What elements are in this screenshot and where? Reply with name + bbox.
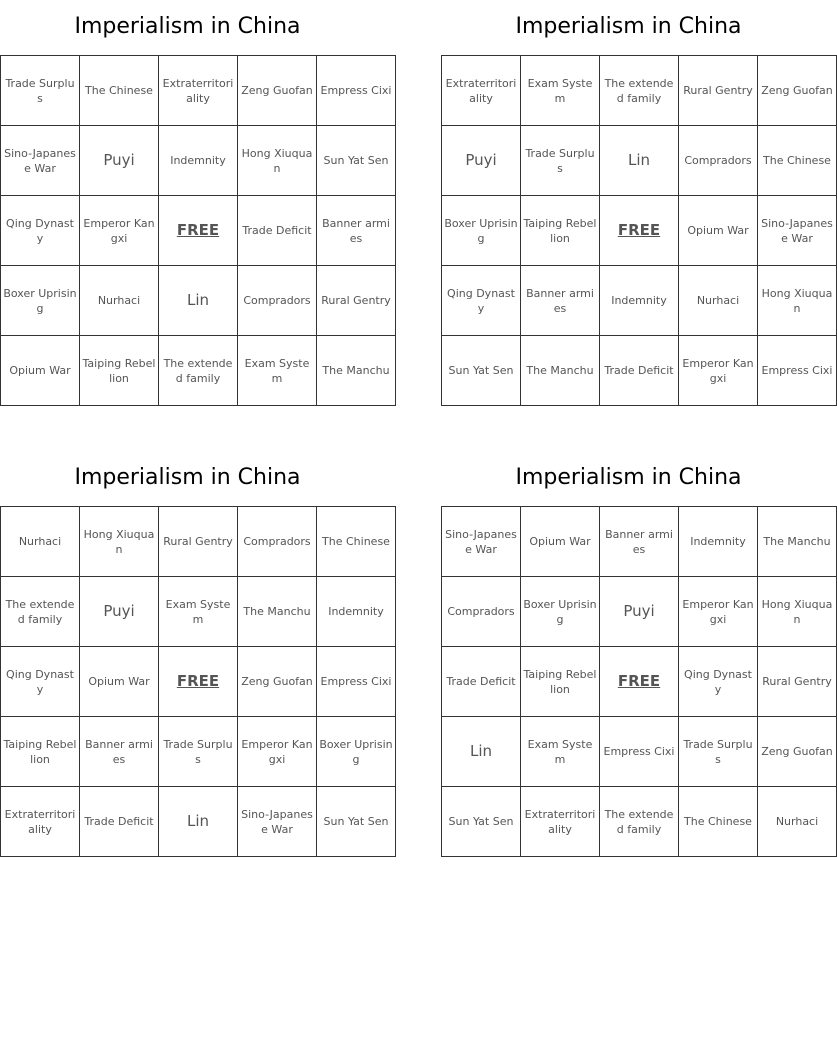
grid-cell: Banner armies	[80, 717, 159, 787]
grid-cell: Trade Deficit	[238, 196, 317, 266]
grid-cell: Boxer Uprising	[442, 196, 521, 266]
grid-cell: Extraterritoriality	[442, 56, 521, 126]
grid-cell: The extended family	[159, 336, 238, 406]
card-title	[0, 0, 375, 55]
bingo-card-2	[441, 0, 833, 406]
grid-cell: Taiping Rebellion	[521, 647, 600, 717]
grid-cell: Compradors	[442, 577, 521, 647]
grid-cell: Sino-Japanese War	[442, 507, 521, 577]
grid-cell: Nurhaci	[1, 507, 80, 577]
free-space: FREE	[159, 196, 238, 266]
grid-cell: Extraterritoriality	[159, 56, 238, 126]
grid-cell: Zeng Guofan	[758, 717, 837, 787]
grid-cell: Indemnity	[317, 577, 396, 647]
grid-cell: Qing Dynasty	[1, 196, 80, 266]
grid-row	[442, 507, 837, 577]
grid-cell: Rural Gentry	[317, 266, 396, 336]
grid-row	[1, 577, 396, 647]
bingo-card-4	[441, 451, 833, 857]
grid-cell: Sino-Japanese War	[238, 787, 317, 857]
grid-cell: Sun Yat Sen	[317, 787, 396, 857]
grid-cell: Extraterritoriality	[521, 787, 600, 857]
grid-cell: Lin	[159, 266, 238, 336]
free-space: FREE	[600, 647, 679, 717]
grid-cell: Hong Xiuquan	[758, 577, 837, 647]
grid-cell: Opium War	[80, 647, 159, 717]
grid-cell: Zeng Guofan	[758, 56, 837, 126]
grid-cell: The Chinese	[317, 507, 396, 577]
grid-cell: Sun Yat Sen	[442, 336, 521, 406]
grid-row	[442, 647, 837, 717]
grid-row	[1, 336, 396, 406]
grid-cell: Rural Gentry	[159, 507, 238, 577]
card-title	[441, 0, 816, 55]
grid-cell: Empress Cixi	[317, 647, 396, 717]
grid-row	[442, 577, 837, 647]
grid-row	[442, 717, 837, 787]
grid-cell: Nurhaci	[679, 266, 758, 336]
grid-cell: Rural Gentry	[758, 647, 837, 717]
grid-cell: Exam System	[521, 717, 600, 787]
grid-cell: Banner armies	[600, 507, 679, 577]
card-title	[0, 451, 375, 506]
grid-cell: The Manchu	[317, 336, 396, 406]
grid-row	[1, 507, 396, 577]
grid-cell: Indemnity	[600, 266, 679, 336]
bingo-grid	[441, 55, 837, 406]
card-title	[441, 451, 816, 506]
grid-cell: Opium War	[1, 336, 80, 406]
grid-row	[1, 717, 396, 787]
grid-cell: Compradors	[238, 507, 317, 577]
grid-cell: Lin	[600, 126, 679, 196]
grid-cell: Banner armies	[317, 196, 396, 266]
grid-cell: Trade Surplus	[159, 717, 238, 787]
grid-row	[442, 787, 837, 857]
grid-cell: Taiping Rebellion	[521, 196, 600, 266]
grid-cell: Empress Cixi	[600, 717, 679, 787]
grid-cell: Sun Yat Sen	[317, 126, 396, 196]
grid-cell: The Chinese	[80, 56, 159, 126]
grid-row	[1, 56, 396, 126]
grid-cell: Puyi	[600, 577, 679, 647]
grid-row	[442, 126, 837, 196]
free-space: FREE	[600, 196, 679, 266]
grid-cell: Trade Surplus	[1, 56, 80, 126]
grid-cell: Lin	[159, 787, 238, 857]
grid-cell: Emperor Kangxi	[80, 196, 159, 266]
grid-cell: Exam System	[521, 56, 600, 126]
grid-cell: Opium War	[521, 507, 600, 577]
grid-cell: Taiping Rebellion	[1, 717, 80, 787]
grid-cell: Compradors	[679, 126, 758, 196]
grid-cell: Nurhaci	[80, 266, 159, 336]
grid-row	[1, 647, 396, 717]
grid-cell: Qing Dynasty	[679, 647, 758, 717]
grid-row	[442, 336, 837, 406]
grid-cell: Indemnity	[679, 507, 758, 577]
grid-row	[442, 56, 837, 126]
grid-cell: Hong Xiuquan	[80, 507, 159, 577]
grid-cell: Indemnity	[159, 126, 238, 196]
grid-cell: Hong Xiuquan	[238, 126, 317, 196]
grid-cell: Opium War	[679, 196, 758, 266]
grid-cell: Qing Dynasty	[442, 266, 521, 336]
grid-cell: Zeng Guofan	[238, 647, 317, 717]
bingo-grid	[441, 506, 837, 857]
grid-cell: Sino-Japanese War	[758, 196, 837, 266]
grid-cell: Trade Deficit	[80, 787, 159, 857]
grid-cell: Compradors	[238, 266, 317, 336]
grid-cell: The Manchu	[521, 336, 600, 406]
grid-cell: The Manchu	[238, 577, 317, 647]
bingo-grid	[0, 506, 396, 857]
grid-cell: Empress Cixi	[758, 336, 837, 406]
bingo-card-1	[0, 0, 392, 406]
grid-cell: Boxer Uprising	[1, 266, 80, 336]
free-space: FREE	[159, 647, 238, 717]
grid-cell: Lin	[442, 717, 521, 787]
grid-row	[1, 126, 396, 196]
grid-cell: The Manchu	[758, 507, 837, 577]
grid-cell: Puyi	[80, 126, 159, 196]
grid-cell: Boxer Uprising	[521, 577, 600, 647]
grid-cell: Emperor Kangxi	[679, 336, 758, 406]
grid-cell: Extraterritoriality	[1, 787, 80, 857]
grid-row	[442, 266, 837, 336]
grid-row	[1, 196, 396, 266]
grid-cell: Boxer Uprising	[317, 717, 396, 787]
grid-cell: Emperor Kangxi	[679, 577, 758, 647]
grid-cell: Rural Gentry	[679, 56, 758, 126]
grid-cell: The extended family	[1, 577, 80, 647]
grid-cell: Trade Deficit	[442, 647, 521, 717]
grid-cell: Qing Dynasty	[1, 647, 80, 717]
grid-cell: Trade Surplus	[521, 126, 600, 196]
grid-cell: Sino-Japanese War	[1, 126, 80, 196]
card-title-text: Imperialism in China	[515, 465, 742, 490]
grid-cell: The extended family	[600, 56, 679, 126]
grid-row	[1, 266, 396, 336]
grid-cell: Emperor Kangxi	[238, 717, 317, 787]
bingo-card-3	[0, 451, 393, 857]
grid-cell: The extended family	[600, 787, 679, 857]
grid-cell: Exam System	[159, 577, 238, 647]
card-title-text: Imperialism in China	[515, 14, 742, 39]
grid-cell: Zeng Guofan	[238, 56, 317, 126]
grid-cell: Empress Cixi	[317, 56, 396, 126]
grid-cell: Trade Deficit	[600, 336, 679, 406]
grid-row	[1, 787, 396, 857]
grid-cell: The Chinese	[758, 126, 837, 196]
grid-cell: Puyi	[442, 126, 521, 196]
grid-cell: Nurhaci	[758, 787, 837, 857]
grid-cell: Trade Surplus	[679, 717, 758, 787]
grid-cell: Sun Yat Sen	[442, 787, 521, 857]
card-title-text: Imperialism in China	[74, 14, 301, 39]
grid-cell: Hong Xiuquan	[758, 266, 837, 336]
grid-cell: The Chinese	[679, 787, 758, 857]
bingo-grid	[0, 55, 396, 406]
grid-cell: Puyi	[80, 577, 159, 647]
grid-cell: Taiping Rebellion	[80, 336, 159, 406]
grid-cell: Exam System	[238, 336, 317, 406]
grid-row	[442, 196, 837, 266]
grid-cell: Banner armies	[521, 266, 600, 336]
card-title-text: Imperialism in China	[74, 465, 301, 490]
